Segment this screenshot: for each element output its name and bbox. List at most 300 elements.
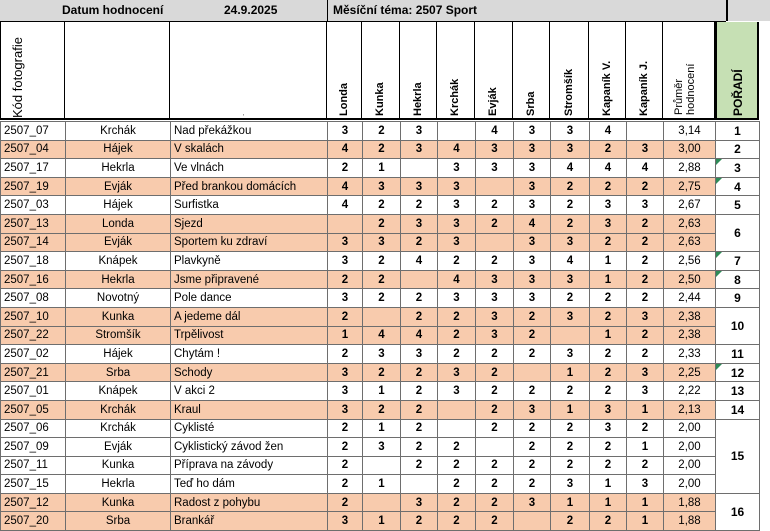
judge-score: 2 xyxy=(551,382,590,401)
photo-code: 2507_17 xyxy=(1,159,66,178)
judge-score: 3 xyxy=(514,493,551,512)
rank-cell: 11 xyxy=(716,345,760,364)
judge-score: 2 xyxy=(627,419,664,438)
judge-score: 2 xyxy=(438,512,476,531)
judge-score: 2 xyxy=(551,456,590,475)
judge-score: 3 xyxy=(438,363,476,382)
judge-score xyxy=(363,307,401,326)
judge-score: 2 xyxy=(514,475,551,494)
table-row xyxy=(1,122,760,141)
judge-score: 2 xyxy=(476,214,514,233)
comment-indicator-icon xyxy=(716,178,722,184)
average-score: 2,44 xyxy=(664,289,716,308)
rank-cell: 2 xyxy=(716,140,760,159)
judge-score: 1 xyxy=(590,493,627,512)
photo-title: Cyklistický závod žen xyxy=(171,438,328,457)
rank-cell: 7 xyxy=(716,252,760,271)
judge-score: 1 xyxy=(363,475,401,494)
judge-score: 2 xyxy=(476,512,514,531)
judge-score: 2 xyxy=(438,326,476,345)
photo-title: Jsme připravené xyxy=(171,270,328,289)
judge-score xyxy=(551,326,590,345)
average-score: 2,22 xyxy=(664,382,716,401)
judge-score: 4 xyxy=(514,214,551,233)
header-title-mark: ˌ xyxy=(242,107,245,116)
judge-score: 1 xyxy=(363,159,401,178)
judge-score: 3 xyxy=(328,252,363,271)
judge-score: 3 xyxy=(590,419,627,438)
judge-score: 3 xyxy=(551,475,590,494)
judge-score: 2 xyxy=(551,419,590,438)
rank-cell: 15 xyxy=(716,419,760,493)
average-score: 1,88 xyxy=(664,493,716,512)
judge-score: 1 xyxy=(627,493,664,512)
judge-score: 3 xyxy=(363,438,401,457)
average-score: 2,00 xyxy=(664,419,716,438)
average-score: 2,50 xyxy=(664,270,716,289)
judge-score: 3 xyxy=(514,289,551,308)
judge-score: 3 xyxy=(476,270,514,289)
table-row xyxy=(1,438,760,457)
judge-score: 3 xyxy=(514,233,551,252)
photo-code: 2507_02 xyxy=(1,345,66,364)
author-name: Knápek xyxy=(66,382,171,401)
judge-score: 3 xyxy=(438,159,476,178)
rank-cell: 3 xyxy=(716,159,760,178)
judge-score xyxy=(514,363,551,382)
average-score: 3,14 xyxy=(664,122,716,141)
photo-code: 2507_11 xyxy=(1,456,66,475)
judge-score: 2 xyxy=(590,512,627,531)
average-score: 2,56 xyxy=(664,252,716,271)
judge-score: 2 xyxy=(551,196,590,215)
photo-title: Pole dance xyxy=(171,289,328,308)
judge-score xyxy=(401,475,438,494)
table-row xyxy=(1,400,760,419)
rank-cell: 14 xyxy=(716,400,760,419)
theme-label: Měsíční téma: 2507 Sport xyxy=(333,3,478,17)
table-row xyxy=(1,419,760,438)
judge-score: 3 xyxy=(401,122,438,141)
judge-score: 2 xyxy=(476,345,514,364)
judge-score: 2 xyxy=(328,438,363,457)
judge-score: 4 xyxy=(590,122,627,141)
average-score: 2,13 xyxy=(664,400,716,419)
table-row xyxy=(1,159,760,178)
judge-score: 2 xyxy=(514,382,551,401)
judge-score: 1 xyxy=(551,363,590,382)
judge-score: 2 xyxy=(363,214,401,233)
judge-score: 2 xyxy=(476,493,514,512)
judge-score: 4 xyxy=(590,159,627,178)
photo-code: 2507_05 xyxy=(1,400,66,419)
judge-score: 2 xyxy=(476,456,514,475)
table-row xyxy=(1,252,760,271)
judge-score: 2 xyxy=(551,177,590,196)
judge-score: 2 xyxy=(551,438,590,457)
judge-score: 1 xyxy=(590,326,627,345)
average-score: 3,00 xyxy=(664,140,716,159)
judge-score: 2 xyxy=(438,475,476,494)
table-row xyxy=(1,456,760,475)
header-title xyxy=(170,22,327,120)
judge-score: 4 xyxy=(328,196,363,215)
judge-score: 3 xyxy=(627,196,664,215)
judge-score: 3 xyxy=(590,400,627,419)
author-name: Evják xyxy=(66,233,171,252)
judge-score: 2 xyxy=(514,307,551,326)
photo-code: 2507_06 xyxy=(1,419,66,438)
header-judge: Kunka xyxy=(362,22,400,120)
judge-score: 2 xyxy=(551,289,590,308)
judge-score: 3 xyxy=(551,140,590,159)
judge-score: 2 xyxy=(328,456,363,475)
judge-score: 2 xyxy=(401,382,438,401)
rank-cell: 1 xyxy=(716,122,760,141)
judge-score: 3 xyxy=(438,214,476,233)
header-author xyxy=(65,22,170,120)
judge-score: 1 xyxy=(627,512,664,531)
judge-score: 2 xyxy=(590,307,627,326)
judge-score: 2 xyxy=(476,419,514,438)
photo-code: 2507_03 xyxy=(1,196,66,215)
judge-score: 3 xyxy=(627,475,664,494)
judge-score xyxy=(328,214,363,233)
photo-code: 2507_07 xyxy=(1,122,66,141)
author-name: Hájek xyxy=(66,140,171,159)
judge-score xyxy=(438,400,476,419)
photo-title: Sjezd xyxy=(171,214,328,233)
judge-score: 2 xyxy=(328,475,363,494)
judge-score: 4 xyxy=(328,177,363,196)
photo-title: Teď ho dám xyxy=(171,475,328,494)
table-row xyxy=(1,307,760,326)
judge-score: 1 xyxy=(551,400,590,419)
judge-score: 3 xyxy=(328,122,363,141)
photo-code: 2507_14 xyxy=(1,233,66,252)
judge-score: 3 xyxy=(438,382,476,401)
judge-score: 3 xyxy=(514,159,551,178)
judge-score: 1 xyxy=(590,475,627,494)
author-name: Kunka xyxy=(66,456,171,475)
judge-score: 2 xyxy=(590,363,627,382)
judge-score: 2 xyxy=(363,196,401,215)
judge-score xyxy=(476,177,514,196)
judge-score xyxy=(401,159,438,178)
judge-score: 3 xyxy=(438,177,476,196)
rank-header-top xyxy=(726,0,770,21)
judge-score: 2 xyxy=(363,122,401,141)
photo-title: Kraul xyxy=(171,400,328,419)
judge-score: 2 xyxy=(514,345,551,364)
judge-score: 2 xyxy=(590,177,627,196)
comment-indicator-icon xyxy=(716,159,722,165)
photo-title: Před brankou domácích xyxy=(171,177,328,196)
judge-score: 2 xyxy=(401,419,438,438)
table-row xyxy=(1,512,760,531)
judge-score: 3 xyxy=(551,307,590,326)
judge-score: 3 xyxy=(328,289,363,308)
photo-title: Schody xyxy=(171,363,328,382)
comment-indicator-icon xyxy=(716,271,722,277)
judge-score: 3 xyxy=(551,233,590,252)
average-score: 2,88 xyxy=(664,159,716,178)
rank-cell: 5 xyxy=(716,196,760,215)
judge-score: 2 xyxy=(363,252,401,271)
header-code: Kód fotografie xyxy=(0,22,65,120)
judge-score: 2 xyxy=(627,252,664,271)
judge-score: 3 xyxy=(328,363,363,382)
author-name: Srba xyxy=(66,363,171,382)
photo-code: 2507_12 xyxy=(1,493,66,512)
judge-score: 2 xyxy=(590,438,627,457)
table-row xyxy=(1,214,760,233)
header-judge: Londa xyxy=(327,22,362,120)
photo-title: Nad překážkou xyxy=(171,122,328,141)
date-label: Datum hodnocení xyxy=(62,3,164,17)
table-row xyxy=(1,177,760,196)
rank-cell: 13 xyxy=(716,382,760,401)
judge-score: 2 xyxy=(328,270,363,289)
judge-score: 2 xyxy=(627,345,664,364)
judge-score: 3 xyxy=(514,122,551,141)
judge-score: 2 xyxy=(590,456,627,475)
judge-score: 3 xyxy=(328,400,363,419)
comment-indicator-icon xyxy=(716,364,722,370)
judge-score: 4 xyxy=(401,252,438,271)
judge-score: 2 xyxy=(627,456,664,475)
author-name: Hekrla xyxy=(66,270,171,289)
judge-score xyxy=(438,419,476,438)
judge-score: 2 xyxy=(476,400,514,419)
author-name: Stromšík xyxy=(66,326,171,345)
judge-score: 2 xyxy=(551,214,590,233)
judge-score: 2 xyxy=(590,382,627,401)
judge-score: 2 xyxy=(514,456,551,475)
judge-score: 3 xyxy=(476,307,514,326)
judge-score: 3 xyxy=(401,140,438,159)
judge-score xyxy=(476,438,514,457)
header-judge: Kapaník V. xyxy=(589,22,626,120)
judge-score: 3 xyxy=(551,345,590,364)
judge-score: 2 xyxy=(401,363,438,382)
judge-score: 2 xyxy=(514,326,551,345)
photo-code: 2507_16 xyxy=(1,270,66,289)
photo-title: Brankář xyxy=(171,512,328,531)
judge-score: 2 xyxy=(328,159,363,178)
judge-score: 3 xyxy=(551,122,590,141)
judge-score: 3 xyxy=(476,159,514,178)
judge-score: 2 xyxy=(590,140,627,159)
table-row xyxy=(1,289,760,308)
judge-score: 1 xyxy=(363,382,401,401)
photo-title: Sportem ku zdraví xyxy=(171,233,328,252)
judge-score: 3 xyxy=(401,493,438,512)
photo-title: V skalách xyxy=(171,140,328,159)
judge-score: 3 xyxy=(401,345,438,364)
judge-score: 3 xyxy=(438,196,476,215)
judge-score: 2 xyxy=(514,438,551,457)
judge-score: 4 xyxy=(551,159,590,178)
judge-score: 2 xyxy=(590,233,627,252)
header-band xyxy=(0,0,726,22)
judge-score: 3 xyxy=(627,140,664,159)
judge-score: 2 xyxy=(438,456,476,475)
header-judge: Hekrla xyxy=(400,22,437,120)
author-name: Hájek xyxy=(66,196,171,215)
table-row xyxy=(1,196,760,215)
rank-cell: 4 xyxy=(716,177,760,196)
judge-score: 2 xyxy=(476,475,514,494)
average-score: 2,00 xyxy=(664,456,716,475)
judge-score: 3 xyxy=(514,270,551,289)
photo-title: V akci 2 xyxy=(171,382,328,401)
judge-score: 3 xyxy=(590,196,627,215)
average-score: 2,75 xyxy=(664,177,716,196)
judge-score: 3 xyxy=(627,363,664,382)
table-row xyxy=(1,270,760,289)
results-table xyxy=(0,121,760,531)
judge-score: 3 xyxy=(514,400,551,419)
judge-score: 3 xyxy=(363,345,401,364)
judge-score: 3 xyxy=(551,270,590,289)
photo-code: 2507_21 xyxy=(1,363,66,382)
photo-code: 2507_22 xyxy=(1,326,66,345)
author-name: Evják xyxy=(66,438,171,457)
header-judge: Srba xyxy=(513,22,550,120)
judge-score: 2 xyxy=(401,196,438,215)
judge-score: 3 xyxy=(363,177,401,196)
date-value: 24.9.2025 xyxy=(224,3,278,17)
comment-indicator-icon xyxy=(716,252,722,258)
judge-score: 3 xyxy=(328,512,363,531)
photo-code: 2507_10 xyxy=(1,307,66,326)
judge-score: 4 xyxy=(363,326,401,345)
judge-score: 2 xyxy=(363,400,401,419)
judge-score: 3 xyxy=(514,140,551,159)
photo-code: 2507_08 xyxy=(1,289,66,308)
judge-score: 2 xyxy=(328,493,363,512)
rank-cell: 6 xyxy=(716,214,760,251)
judge-score xyxy=(476,233,514,252)
photo-title: Cyklisté xyxy=(171,419,328,438)
judge-score: 3 xyxy=(514,196,551,215)
judge-score: 2 xyxy=(328,345,363,364)
average-score: 2,38 xyxy=(664,307,716,326)
photo-title: Plavkyně xyxy=(171,252,328,271)
table-row xyxy=(1,493,760,512)
photo-code: 2507_01 xyxy=(1,382,66,401)
judge-score: 2 xyxy=(438,493,476,512)
judge-score: 3 xyxy=(476,326,514,345)
judge-score: 2 xyxy=(514,419,551,438)
judge-score: 2 xyxy=(401,289,438,308)
judge-score: 2 xyxy=(363,270,401,289)
judge-score: 3 xyxy=(590,214,627,233)
author-name: Knápek xyxy=(66,252,171,271)
judge-score: 3 xyxy=(476,289,514,308)
judge-score: 2 xyxy=(590,345,627,364)
judge-score: 4 xyxy=(328,140,363,159)
judge-score: 2 xyxy=(438,307,476,326)
header-rank: POŘADÍ xyxy=(715,22,759,120)
rank-cell: 12 xyxy=(716,363,760,382)
header-divider xyxy=(327,0,328,21)
average-score: 2,00 xyxy=(664,438,716,457)
photo-title: Trpělivost xyxy=(171,326,328,345)
photo-code: 2507_19 xyxy=(1,177,66,196)
rank-cell: 9 xyxy=(716,289,760,308)
author-name: Kunka xyxy=(66,307,171,326)
author-name: Hekrla xyxy=(66,159,171,178)
photo-title: Příprava na závody xyxy=(171,456,328,475)
photo-code: 2507_18 xyxy=(1,252,66,271)
judge-score: 1 xyxy=(328,326,363,345)
judge-score: 2 xyxy=(438,438,476,457)
author-name: Srba xyxy=(66,512,171,531)
judge-score: 2 xyxy=(627,289,664,308)
judge-score: 1 xyxy=(363,419,401,438)
judge-score: 2 xyxy=(627,270,664,289)
judge-score: 2 xyxy=(627,326,664,345)
author-name: Krchák xyxy=(66,122,171,141)
average-score: 2,25 xyxy=(664,363,716,382)
photo-code: 2507_13 xyxy=(1,214,66,233)
author-name: Londa xyxy=(66,214,171,233)
author-name: Kunka xyxy=(66,493,171,512)
judge-score: 2 xyxy=(627,214,664,233)
table-row xyxy=(1,233,760,252)
judge-score: 3 xyxy=(514,177,551,196)
judge-score: 2 xyxy=(401,512,438,531)
judge-score: 3 xyxy=(514,252,551,271)
judge-score: 4 xyxy=(551,252,590,271)
judge-score: 2 xyxy=(401,438,438,457)
author-name: Novotný xyxy=(66,289,171,308)
judge-score: 2 xyxy=(438,252,476,271)
rank-cell: 10 xyxy=(716,307,760,344)
header-judge: Kapaník J. xyxy=(626,22,663,120)
judge-score: 1 xyxy=(590,252,627,271)
header-judge: Krchák xyxy=(437,22,475,120)
judge-score: 2 xyxy=(627,233,664,252)
photo-title: Chytám ! xyxy=(171,345,328,364)
table-row xyxy=(1,345,760,364)
photo-code: 2507_09 xyxy=(1,438,66,457)
average-score: 2,67 xyxy=(664,196,716,215)
rank-cell: 16 xyxy=(716,493,760,530)
table-row xyxy=(1,363,760,382)
author-name: Evják xyxy=(66,177,171,196)
average-score: 2,63 xyxy=(664,233,716,252)
judge-score: 2 xyxy=(476,196,514,215)
author-name: Krchák xyxy=(66,400,171,419)
author-name: Hájek xyxy=(66,345,171,364)
judge-score xyxy=(514,512,551,531)
judge-score: 1 xyxy=(627,400,664,419)
judge-score: 4 xyxy=(438,270,476,289)
judge-score: 2 xyxy=(627,177,664,196)
judge-score: 3 xyxy=(627,307,664,326)
photo-code: 2507_20 xyxy=(1,512,66,531)
header-judge: Evják xyxy=(475,22,513,120)
judge-score: 2 xyxy=(401,233,438,252)
judge-score: 3 xyxy=(328,233,363,252)
judge-score: 4 xyxy=(401,326,438,345)
judge-score: 1 xyxy=(363,512,401,531)
table-row xyxy=(1,326,760,345)
table-row xyxy=(1,382,760,401)
